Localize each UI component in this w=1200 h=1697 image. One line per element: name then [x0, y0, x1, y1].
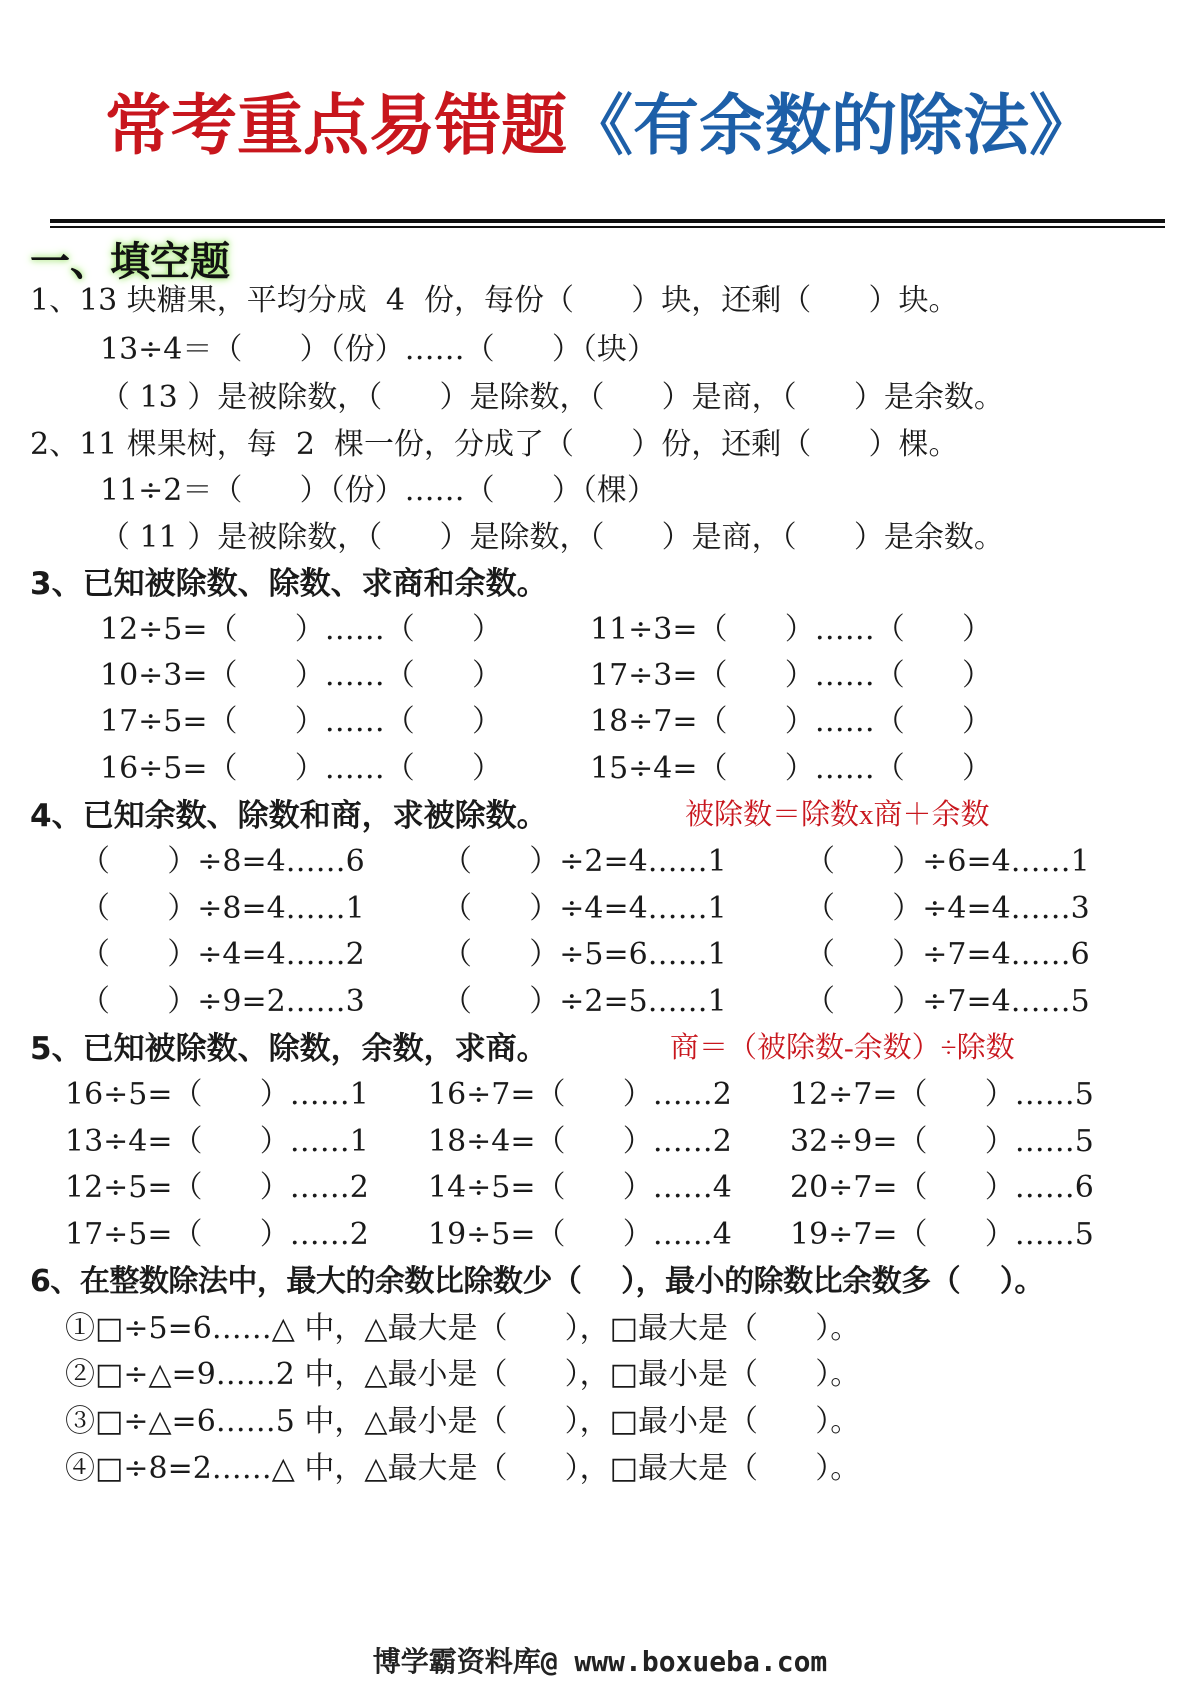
watermark-footer: 博学霸资料库@ www.boxueba.com — [372, 1645, 828, 1678]
q5-item: 19÷7=（ ）……5 — [790, 1217, 1094, 1252]
q5-item: 18÷4=（ ）……2 — [428, 1124, 732, 1159]
q5-item: 16÷7=（ ）……2 — [428, 1077, 732, 1112]
title-main: 常考重点易错题 — [105, 86, 567, 164]
q4-formula-hint: 被除数＝除数x商＋余数 — [685, 799, 990, 831]
q6-heading: 6、在整数除法中，最大的余数比除数少（ ），最小的除数比余数多（ ）。 — [30, 1264, 1044, 1299]
q4-item: （ ）÷7=4……6 — [805, 937, 1090, 972]
q5-item: 19÷5=（ ）……4 — [428, 1217, 732, 1252]
title-divider-thin — [50, 226, 1165, 228]
q4-item: （ ）÷2=5……1 — [442, 984, 727, 1019]
q5-formula-hint: 商＝（被除数-余数）÷除数 — [670, 1032, 1015, 1064]
q3-right-item: 18÷7=（ ）……（ ） — [590, 704, 992, 739]
q4-item: （ ）÷4=4……1 — [442, 891, 727, 926]
q5-item: 16÷5=（ ）……1 — [65, 1077, 369, 1112]
q5-item: 32÷9=（ ）……5 — [790, 1124, 1094, 1159]
q1-parts: （ 13 ）是被除数，（ ）是除数，（ ）是商，（ ）是余数。 — [100, 380, 1004, 415]
worksheet-title — [0, 86, 1200, 164]
q3-right-item: 15÷4=（ ）……（ ） — [590, 751, 992, 786]
q4-item: （ ）÷9=2……3 — [80, 984, 365, 1019]
q1-equation: 13÷4＝（ ）（份）……（ ）（块） — [100, 332, 657, 367]
q2-equation: 11÷2＝（ ）（份）……（ ）（棵） — [100, 473, 657, 508]
q3-left-item: 12÷5=（ ）……（ ） — [100, 612, 502, 647]
q2-parts: （ 11 ）是被除数，（ ）是除数，（ ）是商，（ ）是余数。 — [100, 520, 1004, 555]
q3-right-item: 11÷3=（ ）……（ ） — [590, 612, 992, 647]
q5-item: 12÷7=（ ）……5 — [790, 1077, 1094, 1112]
q4-item: （ ）÷2=4……1 — [442, 844, 727, 879]
q3-heading: 3、已知被除数、除数、求商和余数。 — [30, 566, 548, 602]
q4-item: （ ）÷6=4……1 — [805, 844, 1090, 879]
q3-left-item: 17÷5=（ ）……（ ） — [100, 704, 502, 739]
q6-item: ④□÷8=2……△ 中，△最大是（ ），□最大是（ ）。 — [65, 1451, 861, 1486]
q1-stem: 1、13 块糖果，平均分成 4 份，每份（ ）块，还剩（ ）块。 — [30, 283, 959, 318]
q4-item: （ ）÷5=6……1 — [442, 937, 727, 972]
q5-item: 20÷7=（ ）……6 — [790, 1170, 1094, 1205]
title-topic: 《有余数的除法》 — [567, 86, 1095, 164]
q3-left-item: 16÷5=（ ）……（ ） — [100, 751, 502, 786]
q6-item: ②□÷△=9……2 中，△最小是（ ），□最小是（ ）。 — [65, 1357, 861, 1392]
q5-item: 17÷5=（ ）……2 — [65, 1217, 369, 1252]
q4-item: （ ）÷7=4……5 — [805, 984, 1090, 1019]
q3-right-item: 17÷3=（ ）……（ ） — [590, 658, 992, 693]
q4-item: （ ）÷4=4……2 — [80, 937, 365, 972]
q2-stem: 2、11 棵果树，每 2 棵一份，分成了（ ）份，还剩（ ）棵。 — [30, 427, 959, 462]
section-heading-fill-in: 一、填空题 — [30, 238, 230, 285]
q6-item: ①□÷5=6……△ 中，△最大是（ ），□最大是（ ）。 — [65, 1311, 861, 1346]
q4-item: （ ）÷8=4……6 — [80, 844, 365, 879]
q6-item: ③□÷△=6……5 中，△最小是（ ），□最小是（ ）。 — [65, 1404, 861, 1439]
q5-item: 13÷4=（ ）……1 — [65, 1124, 369, 1159]
q5-item: 14÷5=（ ）……4 — [428, 1170, 732, 1205]
q4-item: （ ）÷8=4……1 — [80, 891, 365, 926]
q4-heading: 4、已知余数、除数和商，求被除数。 — [30, 798, 548, 834]
q4-item: （ ）÷4=4……3 — [805, 891, 1090, 926]
q3-left-item: 10÷3=（ ）……（ ） — [100, 658, 502, 693]
title-divider-thick — [50, 219, 1165, 223]
q5-heading: 5、已知被除数、除数，余数，求商。 — [30, 1031, 548, 1067]
q5-item: 12÷5=（ ）……2 — [65, 1170, 369, 1205]
